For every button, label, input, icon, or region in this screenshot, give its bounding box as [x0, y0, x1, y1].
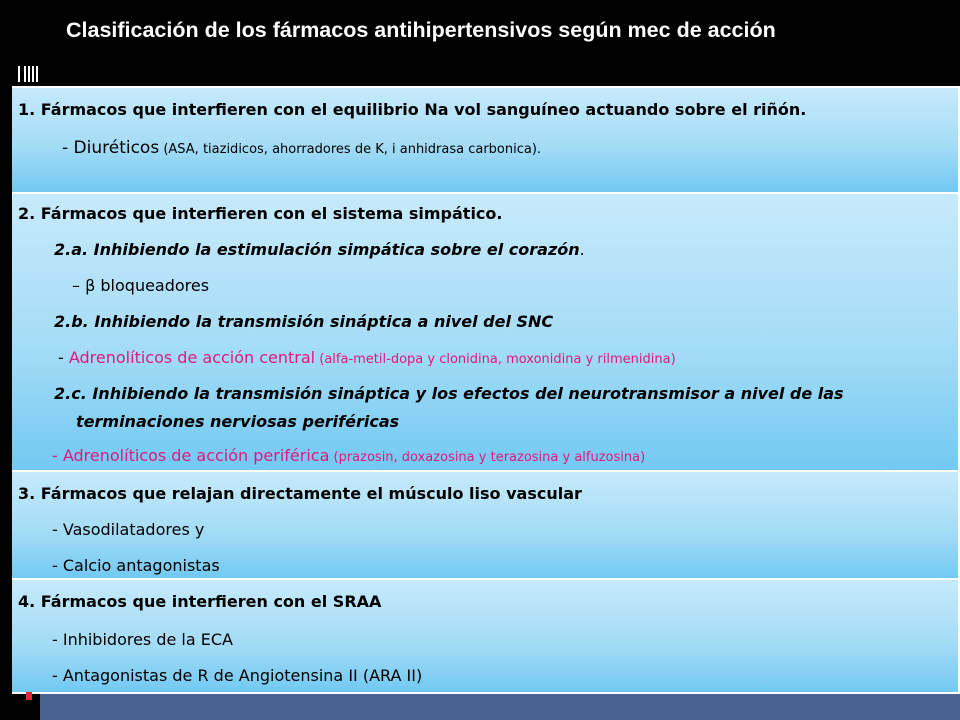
beta-dash: – [72, 276, 80, 295]
beta-symbol: β [85, 276, 96, 295]
section-3 [12, 472, 958, 578]
adrenoliticos-central-dash: - [58, 348, 69, 367]
adrenoliticos-central-item [58, 348, 676, 367]
subsection-2b-heading: 2.b. Inhibiendo la transmisión sináptica a nivel del SNC [54, 312, 554, 331]
subsection-2c-heading-line1: 2.c. Inhibiendo la transmisión sináptica y los efectos del neurotransmisor a nivel de las [54, 384, 844, 403]
diureticos-label: - Diuréticos [62, 138, 160, 158]
footer-bar [40, 694, 960, 720]
decorative-bars-icon [18, 66, 42, 82]
calcio-antagonistas-item: - Calcio antagonistas [52, 556, 220, 575]
adrenoliticos-periferica-detail: (prazosin, doxazosina y terazosina y alfuzosina) [329, 450, 646, 465]
section-1-heading: 1. Fármacos que interfieren con el equilibrio Na vol sanguíneo actuando sobre el riñón. [18, 100, 807, 119]
footer-marker [26, 692, 32, 700]
subsection-2a-heading: 2.a. Inhibiendo la estimulación simpática sobre el corazón [54, 240, 580, 259]
section-4 [12, 580, 958, 692]
section-1 [12, 88, 958, 192]
section-4-heading: 4. Fármacos que interfieren con el SRAA [18, 592, 382, 611]
adrenoliticos-central-label: Adrenolíticos de acción central [68, 348, 316, 367]
slide-title: Clasificación de los fármacos antihipertensivos según mec de acción [66, 18, 776, 42]
vasodilatadores-item: - Vasodilatadores y [52, 520, 205, 539]
ara-ii-item: - Antagonistas de R de Angiotensina II (ARA II) [52, 666, 423, 685]
adrenoliticos-central-detail: (alfa-metil-dopa y clonidina, moxonidina y rilmenidina) [315, 352, 676, 367]
inhibidores-eca-item: - Inhibidores de la ECA [52, 630, 233, 649]
subsection-2a-period: . [579, 240, 585, 259]
section-3-heading: 3. Fármacos que relajan directamente el músculo liso vascular [18, 484, 582, 503]
subsection-2c-heading-line2: terminaciones nerviosas periféricas [76, 412, 400, 431]
section-2 [12, 194, 958, 470]
content-table [12, 86, 958, 694]
beta-label: bloqueadores [95, 276, 210, 295]
diureticos-item [62, 138, 541, 158]
beta-bloqueadores-item [72, 276, 209, 295]
adrenoliticos-periferica-label: - Adrenolíticos de acción periférica [52, 446, 330, 465]
section-2-heading: 2. Fármacos que interfieren con el sistema simpático. [18, 204, 503, 223]
adrenoliticos-periferica-item [52, 446, 645, 465]
diureticos-detail: (ASA, tiazidicos, ahorradores de K, i anhidrasa carbonica). [159, 142, 542, 157]
subsection-2a [54, 240, 585, 259]
title-bar [0, 0, 960, 86]
